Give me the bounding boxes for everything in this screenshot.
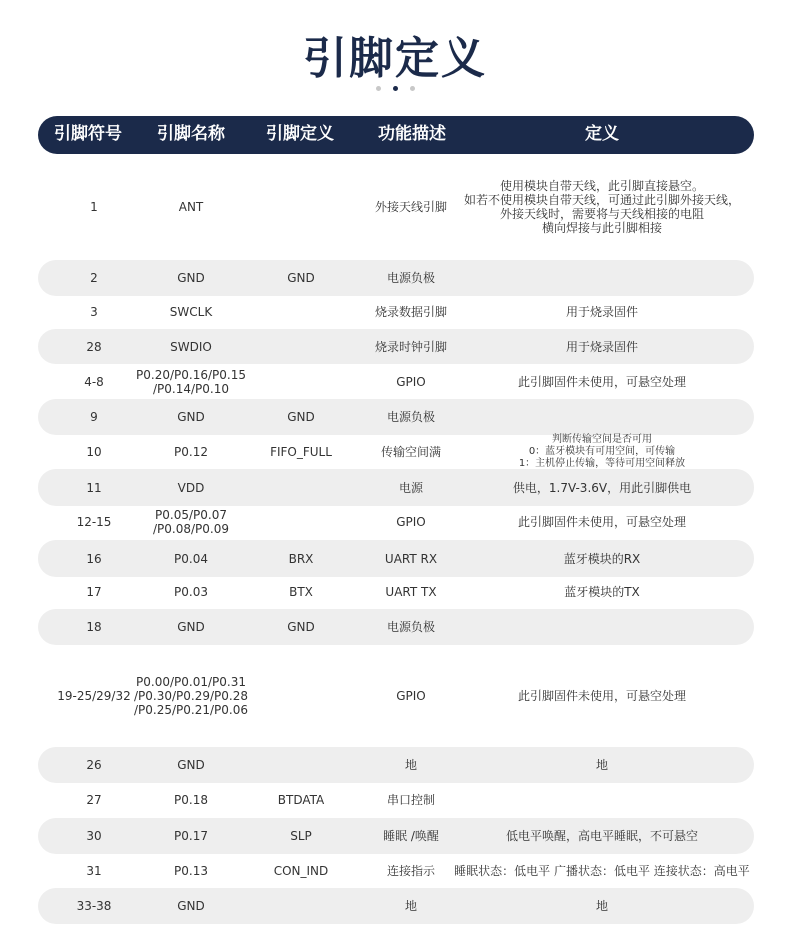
pagination-dot-active[interactable] bbox=[393, 86, 398, 91]
pin-definition-cell bbox=[244, 329, 358, 364]
header-definition: 定义 bbox=[585, 124, 619, 144]
pin-name-cell: ANT bbox=[178, 200, 204, 214]
pin-definition-cell bbox=[244, 645, 358, 746]
pin-definition-cell: GND bbox=[287, 271, 315, 285]
pin-description-cell bbox=[454, 609, 750, 645]
pin-definition-cell bbox=[244, 469, 358, 506]
table-row bbox=[38, 888, 754, 924]
table-row bbox=[38, 434, 754, 469]
pin-definition-cell bbox=[244, 504, 358, 539]
pin-name-cell: P0.05/P0.07 /P0.08/P0.09 bbox=[153, 507, 229, 536]
pin-symbol-cell: 1 bbox=[90, 200, 98, 214]
pin-description-cell: 此引脚固件未使用，可悬空处理 bbox=[517, 374, 686, 389]
pagination-dots bbox=[0, 86, 790, 91]
pin-name-cell: P0.00/P0.01/P0.31 /P0.30/P0.29/P0.28 /P0.25/P0.21/P0.06 bbox=[134, 674, 248, 717]
pin-function-cell: 电源负极 bbox=[386, 410, 435, 424]
pin-symbol-cell: 3 bbox=[90, 305, 98, 319]
pin-symbol-cell: 11 bbox=[86, 480, 102, 495]
pin-name-cell: GND bbox=[177, 410, 205, 424]
pin-definition-cell: BRX bbox=[288, 551, 314, 566]
pin-description-cell bbox=[454, 399, 750, 435]
pin-symbol-cell: 26 bbox=[86, 758, 102, 772]
table-row bbox=[38, 783, 754, 817]
pagination-dot[interactable] bbox=[376, 86, 381, 91]
pin-function-cell: 烧录数据引脚 bbox=[374, 305, 447, 319]
pin-function-cell: 外接天线引脚 bbox=[374, 200, 447, 214]
pin-name-cell: VDD bbox=[177, 480, 205, 495]
pin-definition-cell: GND bbox=[287, 620, 315, 634]
pin-symbol-cell: 28 bbox=[86, 339, 102, 354]
table-header bbox=[38, 116, 754, 154]
pin-description-cell: 地 bbox=[595, 899, 608, 913]
pin-name-cell: P0.04 bbox=[174, 551, 208, 566]
pin-name-cell: SWDIO bbox=[170, 339, 212, 354]
table-row bbox=[38, 329, 754, 364]
table-row bbox=[38, 575, 754, 609]
pin-description-cell: 低电平唤醒，高电平睡眠，不可悬空 bbox=[505, 829, 698, 843]
table-row bbox=[38, 295, 754, 329]
pin-name-cell: GND bbox=[177, 620, 205, 634]
pin-function-cell: UART RX bbox=[384, 551, 438, 566]
pin-function-cell: 传输空间满 bbox=[380, 444, 441, 459]
table-row bbox=[38, 818, 754, 854]
pin-function-cell: 烧录时钟引脚 bbox=[374, 339, 447, 354]
pin-definition-cell bbox=[244, 747, 358, 783]
header-pin-name: 引脚名称 bbox=[157, 124, 225, 144]
header-pin-symbol: 引脚符号 bbox=[54, 124, 122, 144]
pin-description-cell bbox=[454, 783, 750, 817]
pin-symbol-cell: 4-8 bbox=[84, 374, 104, 389]
pin-description-cell: 判断传输空间是否可用 0：蓝牙模块有可用空间，可传输 1：主机停止传输，等待可用空间释放 bbox=[518, 433, 686, 469]
pin-symbol-cell: 2 bbox=[90, 271, 98, 285]
pin-symbol-cell: 19-25/29/32 bbox=[57, 688, 131, 703]
pin-definition-cell bbox=[244, 888, 358, 924]
table-row bbox=[38, 645, 754, 746]
pin-description-cell: 睡眠状态：低电平 广播状态：低电平 连接状态：高电平 bbox=[454, 863, 750, 878]
pin-symbol-cell: 9 bbox=[90, 410, 98, 424]
header-function: 功能描述 bbox=[378, 124, 446, 144]
pin-description-cell: 供电，1.7V-3.6V，用此引脚供电 bbox=[512, 480, 692, 495]
table-row bbox=[38, 469, 754, 506]
pin-symbol-cell: 17 bbox=[86, 585, 102, 599]
pin-name-cell: P0.18 bbox=[174, 793, 208, 807]
table-row bbox=[38, 162, 754, 252]
pin-definition-cell: SLP bbox=[290, 829, 312, 843]
pin-symbol-cell: 30 bbox=[86, 829, 102, 843]
pin-description-cell: 用于烧录固件 bbox=[565, 339, 638, 354]
table-row bbox=[38, 504, 754, 539]
pin-symbol-cell: 31 bbox=[86, 863, 102, 878]
pin-name-cell: P0.17 bbox=[174, 829, 208, 843]
table-row bbox=[38, 609, 754, 645]
pin-definition-cell bbox=[244, 295, 358, 329]
pin-function-cell: 串口控制 bbox=[386, 793, 435, 807]
pin-definition-cell: CON_IND bbox=[273, 863, 329, 878]
pin-function-cell: 地 bbox=[404, 899, 417, 913]
table-row bbox=[38, 747, 754, 783]
pin-symbol-cell: 33-38 bbox=[76, 899, 112, 913]
pin-definition-cell: BTDATA bbox=[277, 793, 325, 807]
pin-name-cell: P0.20/P0.16/P0.15 /P0.14/P0.10 bbox=[136, 367, 246, 396]
pin-name-cell: P0.03 bbox=[174, 585, 208, 599]
pin-function-cell: 电源 bbox=[398, 480, 423, 495]
pin-definition-cell: FIFO_FULL bbox=[270, 444, 332, 459]
pin-description-cell: 此引脚固件未使用，可悬空处理 bbox=[517, 514, 686, 529]
table-row bbox=[38, 399, 754, 435]
pin-function-cell: GPIO bbox=[396, 514, 426, 529]
pin-definition-cell bbox=[244, 364, 358, 399]
pin-function-cell: GPIO bbox=[396, 374, 426, 389]
table-row bbox=[38, 260, 754, 296]
pin-description-cell bbox=[454, 260, 750, 296]
pin-symbol-cell: 10 bbox=[86, 444, 102, 459]
pin-name-cell: GND bbox=[177, 899, 205, 913]
pin-symbol-cell: 27 bbox=[86, 793, 102, 807]
pin-name-cell: P0.13 bbox=[174, 863, 208, 878]
pin-name-cell: P0.12 bbox=[174, 444, 208, 459]
pin-description-cell: 蓝牙模块的RX bbox=[563, 551, 641, 566]
pin-symbol-cell: 12-15 bbox=[76, 514, 112, 529]
pin-name-cell: SWCLK bbox=[169, 305, 213, 319]
table-row bbox=[38, 364, 754, 399]
pin-description-cell: 此引脚固件未使用，可悬空处理 bbox=[517, 688, 686, 703]
header-pin-definition: 引脚定义 bbox=[266, 124, 334, 144]
pin-description-cell: 用于烧录固件 bbox=[565, 305, 638, 319]
table-row bbox=[38, 853, 754, 888]
pin-name-cell: GND bbox=[177, 271, 205, 285]
pin-definition-cell: GND bbox=[287, 410, 315, 424]
pin-function-cell: 电源负极 bbox=[386, 620, 435, 634]
pin-symbol-cell: 16 bbox=[86, 551, 102, 566]
pin-symbol-cell: 18 bbox=[86, 620, 102, 634]
pin-definition-cell bbox=[244, 162, 358, 252]
pagination-dot[interactable] bbox=[410, 86, 415, 91]
pin-function-cell: UART TX bbox=[385, 585, 437, 599]
pin-name-cell: GND bbox=[177, 758, 205, 772]
pin-description-cell: 使用模块自带天线，此引脚直接悬空。 如若不使用模块自带天线，可通过此引脚外接天线， 外接天线时，需要将与天线相接的电阻 横向焊接与此引脚相接 bbox=[463, 179, 740, 235]
pin-function-cell: 地 bbox=[404, 758, 417, 772]
pin-function-cell: GPIO bbox=[396, 688, 426, 703]
pin-description-cell: 地 bbox=[595, 758, 608, 772]
pin-definition-cell: BTX bbox=[289, 585, 313, 599]
page-title: 引脚定义 bbox=[303, 33, 487, 84]
pin-function-cell: 睡眠 /唤醒 bbox=[383, 829, 439, 843]
pin-function-cell: 连接指示 bbox=[386, 863, 435, 878]
table-row bbox=[38, 540, 754, 577]
pin-function-cell: 电源负极 bbox=[386, 271, 435, 285]
pin-description-cell: 蓝牙模块的TX bbox=[564, 585, 640, 599]
